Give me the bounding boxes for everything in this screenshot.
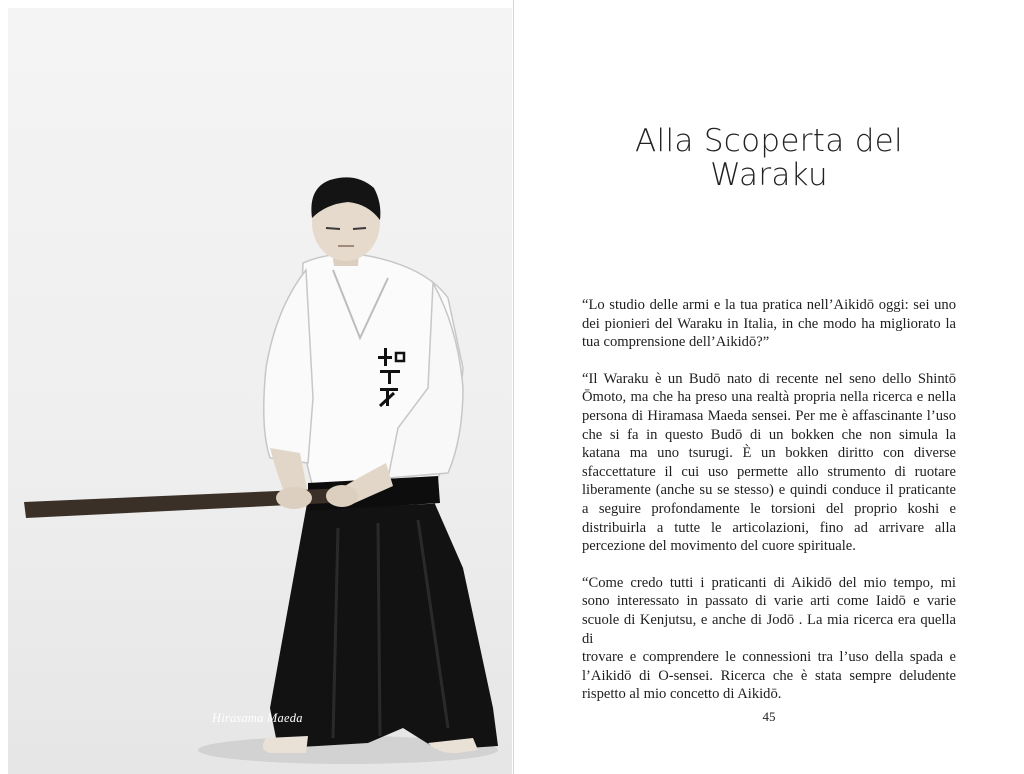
- left-sleeve: [264, 270, 313, 463]
- hakama: [270, 488, 498, 750]
- text-line: percezione del movimento del cuore spirituale.: [582, 538, 856, 555]
- text-line: tua comprensione dell’Aikidō?”: [582, 334, 770, 351]
- chapter-title-line-1: Alla Scoperta del: [635, 123, 903, 159]
- text-line: liberamente (anche su se stesso) e quindi conduce il praticante: [582, 482, 956, 499]
- body-text: [582, 296, 956, 704]
- right-page: [514, 0, 1024, 774]
- photo-martial-artist: [8, 8, 512, 774]
- text-line: “Lo studio delle armi e la tua pratica nell’Aikidō oggi: sei uno: [582, 297, 956, 313]
- text-line: sono interessato in passato di varie arti come Iaidō e varie: [582, 593, 956, 610]
- photo-caption: Hirasama Maeda: [212, 711, 303, 725]
- text-line: sfaccettature il cui uso permette allo strumento di ruotare: [582, 463, 956, 480]
- chapter-title-line-2: Waraku: [710, 157, 828, 193]
- text-line: scuole di Kenjutsu, e anche di Jodō . La mia ricerca era quella di: [582, 611, 956, 647]
- text-line: trovare e comprendere le connessioni tra l’uso della spada e: [582, 649, 956, 666]
- paragraph-1: [582, 296, 956, 352]
- paragraph-2: [582, 370, 956, 556]
- text-line: “Il Waraku è un Budō nato di recente nel seno dello Shintō: [582, 370, 956, 387]
- text-line: persona di Hiramasa Maeda sensei. Per me è affascinante l’uso: [582, 407, 956, 424]
- paragraph-3: [582, 574, 956, 704]
- text-line: che si fa in questo Budō di un bokken che non simula la: [582, 426, 956, 443]
- text-line: a seguire profondamente le torsioni del proprio koshi e: [582, 500, 956, 517]
- page-number: 45: [762, 709, 776, 724]
- text-line: rispetto al mio concetto di Aikidō.: [582, 686, 782, 703]
- chapter-title: [514, 124, 1024, 192]
- left-foot: [263, 736, 308, 753]
- left-hand: [276, 487, 312, 509]
- text-line: “Come credo tutti i praticanti di Aikidō del mio tempo, mi: [582, 574, 956, 591]
- text-line: l’Aikidō di O-sensei. Ricerca che è stata sempre deludente: [582, 667, 956, 684]
- martial-artist-illustration: [8, 8, 512, 774]
- text-line: dei pionieri del Waraku in Italia, in che modo ha migliorato la: [582, 315, 956, 332]
- text-line: distribuirla a tutte le articolazioni, fino ad arrivare alla: [582, 519, 956, 536]
- text-line: Ōmoto, ma che ha preso una realtà propria nella ricerca e nella: [582, 389, 956, 406]
- right-hand: [326, 485, 358, 507]
- text-line: katana ma uno tsurugi. È un bokken diritto con diverse: [582, 445, 956, 462]
